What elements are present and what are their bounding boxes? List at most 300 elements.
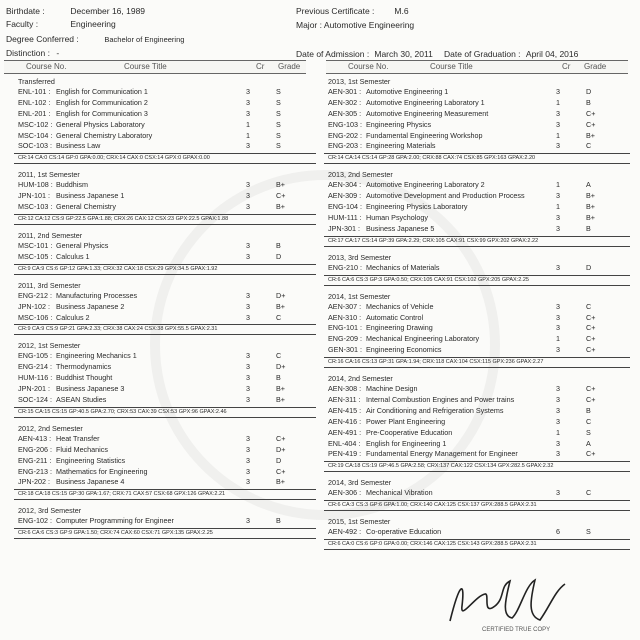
course-grade: B xyxy=(586,97,591,107)
course-number: ENG-206 : xyxy=(18,444,52,454)
course-credits: 3 xyxy=(556,191,560,201)
course-grade: C xyxy=(586,488,592,498)
course-number: AEN-301 : xyxy=(328,87,362,96)
course-title: General Chemistry Laboratory xyxy=(56,130,153,140)
course-grade: C+ xyxy=(586,312,596,322)
course-title: Fluid Mechanics xyxy=(56,444,108,454)
course-credits: 3 xyxy=(246,202,250,212)
course-row xyxy=(14,362,316,373)
course-title: General Physics Laboratory xyxy=(56,119,145,129)
course-number: AEN-491 : xyxy=(328,427,362,437)
course-grade: S xyxy=(586,527,591,537)
course-row xyxy=(14,180,316,191)
graduation-label: Date of Graduation : xyxy=(444,49,521,59)
previous-certificate-label: Previous Certificate : xyxy=(296,6,375,16)
course-title: Business Japanese 1 xyxy=(56,191,125,201)
course-credits: 3 xyxy=(246,455,250,465)
distinction-value: - xyxy=(56,48,60,58)
course-number: GEN-301 : xyxy=(328,345,362,355)
course-number: MSC-101 : xyxy=(18,241,53,251)
right-course-column xyxy=(324,77,630,556)
course-title: Business Japanese 2 xyxy=(56,301,125,311)
course-title: Power Plant Engineering xyxy=(366,416,446,426)
course-credits: 3 xyxy=(246,395,250,405)
course-grade: B+ xyxy=(276,202,285,212)
course-credits: 3 xyxy=(246,373,250,383)
course-row xyxy=(324,131,630,142)
course-row xyxy=(14,516,316,527)
course-row xyxy=(324,406,630,417)
course-credits: 3 xyxy=(246,241,250,251)
course-title: Business Law xyxy=(56,141,101,151)
left-course-column xyxy=(14,77,316,545)
course-grade: S xyxy=(276,130,281,140)
course-credits: 3 xyxy=(556,108,560,118)
course-row xyxy=(14,202,316,213)
course-title: Automotive Engineering Laboratory 1 xyxy=(366,97,485,107)
course-title: Calculus 1 xyxy=(56,251,90,261)
course-title: Engineering Statistics xyxy=(56,455,126,465)
semester-section xyxy=(14,231,316,275)
course-row xyxy=(14,395,316,406)
birthdate-field xyxy=(6,6,145,16)
birthdate-value: December 16, 1989 xyxy=(70,6,146,16)
course-row xyxy=(324,224,630,235)
course-row xyxy=(324,109,630,120)
course-number: AEN-308 : xyxy=(328,384,362,394)
course-title: English for Communication 3 xyxy=(56,108,148,118)
course-row xyxy=(324,345,630,356)
course-credits: 3 xyxy=(556,213,560,223)
course-row xyxy=(324,191,630,202)
course-number: SOC-124 : xyxy=(18,395,52,405)
course-credits: 3 xyxy=(246,290,250,300)
course-credits: 3 xyxy=(556,323,560,333)
course-grade: C+ xyxy=(586,384,596,394)
semester-title: 2013, 3rd Semester xyxy=(328,252,392,262)
major-label: Major : xyxy=(296,20,322,30)
course-row xyxy=(324,202,630,213)
course-credits: 3 xyxy=(556,416,560,426)
course-title: Business Japanese 4 xyxy=(56,477,125,487)
course-title: General Chemistry xyxy=(56,202,116,212)
course-credits: 3 xyxy=(246,362,250,372)
course-title: Automotive Development and Production Process xyxy=(366,191,525,201)
semester-section xyxy=(14,281,316,336)
course-number: JPN-201 : xyxy=(18,384,50,394)
course-credits: 3 xyxy=(556,223,560,233)
course-title: Mathematics for Engineering xyxy=(56,466,148,476)
course-number: ENG-202 : xyxy=(328,130,362,140)
course-row xyxy=(14,131,316,142)
semester-section xyxy=(324,292,630,368)
course-title: Automotive Engineering Laboratory 2 xyxy=(366,180,485,190)
course-title: Engineering Economics xyxy=(366,345,442,355)
course-number: HUM-111 : xyxy=(328,213,362,223)
course-row xyxy=(14,291,316,302)
course-number: ENL-201 : xyxy=(18,108,51,118)
course-title: Buddhism xyxy=(56,180,88,190)
course-credits: 3 xyxy=(246,444,250,454)
semester-title: 2015, 1st Semester xyxy=(328,517,391,527)
semester-summary: CR:9 CA:9 CS:6 GP:12 GPA:1.33; CRX:32 CAX:18 CSX:29 GPX:34.5 GPAX:1.92 xyxy=(14,264,316,275)
course-credits: 3 xyxy=(556,262,560,272)
course-number: PEN-419 : xyxy=(328,449,362,459)
course-row xyxy=(324,213,630,224)
course-row xyxy=(324,263,630,274)
semester-summary: CR:17 CA:17 CS:14 GP:39 GPA:2.29; CRX:105 CAX:91 CSX:99 GPX:202 GPAX:2.22 xyxy=(324,236,630,247)
course-credits: 1 xyxy=(556,97,560,107)
semester-title: 2012, 1st Semester xyxy=(18,341,81,351)
course-row xyxy=(324,384,630,395)
course-title: Fundamental Energy Management for Engineer xyxy=(366,449,518,459)
degree-value: Bachelor of Engineering xyxy=(104,35,185,44)
course-number: ENG-209 : xyxy=(328,334,362,344)
course-number: JPN-101 : xyxy=(18,191,50,201)
semester-summary: CR:6 CA:6 CS:3 GP:9 GPA:1.50; CRX:74 CAX:60 CSX:71 GPX:135 GPAX:2.25 xyxy=(14,528,316,539)
course-row xyxy=(324,527,630,538)
course-number: MSC-106 : xyxy=(18,312,53,322)
course-row xyxy=(14,467,316,478)
col-course-no: Course No. xyxy=(348,62,389,71)
semester-section xyxy=(14,341,316,417)
course-title: Pre-Cooperative Education xyxy=(366,427,453,437)
faculty-value: Engineering xyxy=(70,19,116,29)
course-title: Calculus 2 xyxy=(56,312,90,322)
col-cr: Cr xyxy=(256,62,265,71)
course-credits: 3 xyxy=(556,301,560,311)
course-number: AEN-304 : xyxy=(328,180,362,190)
semester-summary: CR:6 CA:3 CS:3 GP:6 GPA:1.00; CRX:140 CAX:125 CSX:137 GPX:288.5 GPAX:2.31 xyxy=(324,500,630,511)
course-number: HUM-116 : xyxy=(18,373,53,383)
course-grade: B+ xyxy=(586,213,595,223)
previous-certificate-value: M.6 xyxy=(394,6,409,16)
semester-summary: CR:18 CA:18 CS:15 GP:30 GPA:1.67; CRX:71 CAX:57 CSX:68 GPX:126 GPAX:2.21 xyxy=(14,489,316,500)
course-number: ENL-102 : xyxy=(18,97,51,107)
course-grade: C xyxy=(586,301,592,311)
course-credits: 3 xyxy=(556,119,560,129)
course-grade: C+ xyxy=(586,119,596,129)
course-row xyxy=(14,302,316,313)
semester-title: 2011, 2nd Semester xyxy=(18,231,83,241)
degree-field xyxy=(6,34,184,44)
course-credits: 3 xyxy=(246,433,250,443)
course-title: English for Engineering 1 xyxy=(366,438,447,448)
course-credits: 3 xyxy=(556,449,560,459)
course-row xyxy=(324,449,630,460)
course-number: ENG-203 : xyxy=(328,141,362,151)
course-number: AEN-415 : xyxy=(328,405,362,415)
semester-title: 2014, 2nd Semester xyxy=(328,374,393,384)
course-credits: 3 xyxy=(246,87,250,96)
semester-title: 2012, 2nd Semester xyxy=(18,423,83,433)
course-title: Automotive Engineering Measurement xyxy=(366,108,489,118)
course-row xyxy=(324,313,630,324)
course-title: Automatic Control xyxy=(366,312,424,322)
semester-summary: CR:15 CA:15 CS:15 GP:40.5 GPA:2.70; CRX:53 CAX:39 CSX:53 GPX:96 GPAX:2.46 xyxy=(14,407,316,418)
semester-section xyxy=(14,424,316,500)
course-row xyxy=(324,488,630,499)
course-row xyxy=(324,428,630,439)
course-credits: 3 xyxy=(556,395,560,405)
course-row xyxy=(14,373,316,384)
course-row xyxy=(324,334,630,345)
course-grade: B xyxy=(276,516,281,526)
birthdate-label: Birthdate : xyxy=(6,6,45,16)
faculty-field xyxy=(6,19,116,29)
course-number: ENG-212 : xyxy=(18,290,52,300)
course-number: ENL-404 : xyxy=(328,438,361,448)
course-row xyxy=(14,477,316,488)
course-number: ENG-101 : xyxy=(328,323,362,333)
graduation-value: April 04, 2016 xyxy=(525,49,579,59)
left-column-header xyxy=(4,60,306,74)
course-number: ENG-210 : xyxy=(328,262,362,272)
course-row xyxy=(14,98,316,109)
course-row xyxy=(324,87,630,98)
course-credits: 1 xyxy=(246,119,250,129)
admission-label: Date of Admission : xyxy=(296,49,370,59)
course-grade: D+ xyxy=(276,444,286,454)
course-credits: 3 xyxy=(556,438,560,448)
course-row xyxy=(14,351,316,362)
distinction-field xyxy=(6,48,59,58)
course-grade: C+ xyxy=(276,191,286,201)
course-row xyxy=(324,120,630,131)
course-grade: C+ xyxy=(276,433,286,443)
course-number: AEN-307 : xyxy=(328,301,362,311)
course-row xyxy=(324,417,630,428)
course-title: Business Japanese 3 xyxy=(56,384,125,394)
course-row xyxy=(324,395,630,406)
course-number: ENG-103 : xyxy=(328,119,362,129)
course-title: Machine Design xyxy=(366,384,418,394)
course-number: JPN-202 : xyxy=(18,477,50,487)
course-credits: 3 xyxy=(556,488,560,498)
major-value: Automotive Engineering xyxy=(323,20,415,30)
course-number: JPN-301 : xyxy=(328,223,360,233)
course-credits: 3 xyxy=(246,516,250,526)
course-grade: C+ xyxy=(586,108,596,118)
course-grade: C+ xyxy=(586,395,596,405)
course-row xyxy=(14,434,316,445)
course-title: Engineering Physics xyxy=(366,119,432,129)
course-credits: 3 xyxy=(246,301,250,311)
course-credits: 3 xyxy=(246,191,250,201)
course-credits: 1 xyxy=(556,334,560,344)
course-row xyxy=(324,180,630,191)
course-grade: C+ xyxy=(586,323,596,333)
course-grade: D xyxy=(276,251,282,261)
course-number: ENG-105 : xyxy=(18,351,52,361)
course-grade: B+ xyxy=(586,202,595,212)
course-credits: 3 xyxy=(246,384,250,394)
course-grade: D+ xyxy=(276,290,286,300)
course-credits: 3 xyxy=(556,405,560,415)
course-row xyxy=(14,241,316,252)
course-number: AEN-310 : xyxy=(328,312,362,322)
course-credits: 1 xyxy=(246,130,250,140)
course-row xyxy=(14,87,316,98)
course-title: Computer Programming for Engineer xyxy=(56,516,174,526)
col-course-no: Course No. xyxy=(26,62,67,71)
semester-title: 2014, 1st Semester xyxy=(328,291,391,301)
course-number: JPN-102 : xyxy=(18,301,50,311)
course-title: Automotive Engineering 1 xyxy=(366,87,449,96)
course-row xyxy=(324,439,630,450)
course-title: Human Psychology xyxy=(366,213,428,223)
course-row xyxy=(14,384,316,395)
course-grade: B+ xyxy=(276,477,285,487)
course-grade: C+ xyxy=(586,334,596,344)
course-credits: 6 xyxy=(556,527,560,537)
course-grade: S xyxy=(276,87,281,96)
course-number: AEN-416 : xyxy=(328,416,362,426)
semester-section xyxy=(324,253,630,286)
course-credits: 1 xyxy=(556,202,560,212)
course-credits: 3 xyxy=(556,141,560,151)
course-title: Mechanics of Vehicle xyxy=(366,301,434,311)
graduation-field xyxy=(444,49,578,59)
semester-title: 2014, 3rd Semester xyxy=(328,478,392,488)
course-grade: D xyxy=(276,455,282,465)
course-credits: 3 xyxy=(556,384,560,394)
course-credits: 3 xyxy=(246,351,250,361)
course-grade: S xyxy=(276,97,281,107)
course-row xyxy=(324,141,630,152)
course-grade: C xyxy=(276,312,282,322)
course-title: Engineering Physics Laboratory xyxy=(366,202,468,212)
course-credits: 3 xyxy=(246,251,250,261)
course-title: ASEAN Studies xyxy=(56,395,107,405)
course-grade: B+ xyxy=(276,395,285,405)
course-row xyxy=(14,141,316,152)
right-column-header xyxy=(326,60,628,74)
major-field xyxy=(296,20,414,30)
semester-title: Transferred xyxy=(18,77,55,86)
course-grade: S xyxy=(276,119,281,129)
course-number: AEN-309 : xyxy=(328,191,362,201)
course-number: HUM-108 : xyxy=(18,180,53,190)
course-title: Buddhist Thought xyxy=(56,373,113,383)
semester-summary: CR:9 CA:9 CS:9 GP:21 GPA:2.33; CRX:38 CAX:24 CSX:38 GPX:55.5 GPAX:2.31 xyxy=(14,324,316,335)
course-title: English for Communication 2 xyxy=(56,97,148,107)
course-grade: B+ xyxy=(586,191,595,201)
col-cr: Cr xyxy=(562,62,571,71)
course-credits: 3 xyxy=(246,477,250,487)
course-credits: 3 xyxy=(246,180,250,190)
course-title: Mechanical Vibration xyxy=(366,488,433,498)
course-title: English for Communication 1 xyxy=(56,87,148,96)
course-number: ENG-104 : xyxy=(328,202,362,212)
admission-field xyxy=(296,49,433,59)
col-course-title: Course Title xyxy=(124,62,167,71)
semester-section xyxy=(14,170,316,225)
signature-graphic xyxy=(440,576,580,626)
course-title: Business Japanese 5 xyxy=(366,223,435,233)
course-grade: B+ xyxy=(276,301,285,311)
semester-summary: CR:14 CA:0 CS:14 GP:0 GPA:0.00; CRX:14 CAX:0 CSX:14 GPX:0 GPAX:0.00 xyxy=(14,153,316,164)
certified-true-copy-stamp: CERTIFIED TRUE COPY xyxy=(482,627,551,633)
course-row xyxy=(14,191,316,202)
col-grade: Grade xyxy=(584,62,607,71)
course-grade: C xyxy=(586,141,592,151)
semester-section xyxy=(324,374,630,472)
course-number: ENG-213 : xyxy=(18,466,52,476)
course-grade: C+ xyxy=(586,449,596,459)
course-row xyxy=(324,302,630,313)
semester-summary: CR:6 CA:0 CS:6 GP:0 GPA:0.00; CRX:146 CAX:125 CSX:143 GPX:288.5 GPAX:2.31 xyxy=(324,539,630,550)
course-title: Engineering Drawing xyxy=(366,323,433,333)
course-row xyxy=(14,252,316,263)
course-credits: 3 xyxy=(246,97,250,107)
course-credits: 3 xyxy=(246,108,250,118)
faculty-label: Faculty : xyxy=(6,19,39,29)
course-row xyxy=(14,109,316,120)
course-title: Fundamental Engineering Workshop xyxy=(366,130,483,140)
course-credits: 3 xyxy=(556,312,560,322)
course-grade: S xyxy=(276,141,281,151)
course-title: Air Conditioning and Refrigeration Systems xyxy=(366,405,504,415)
course-grade: A xyxy=(586,180,591,190)
semester-title: 2013, 2nd Semester xyxy=(328,170,393,180)
course-grade: B xyxy=(586,223,591,233)
course-title: Heat Transfer xyxy=(56,433,100,443)
semester-section xyxy=(14,506,316,539)
course-title: Mechanical Engineering Laboratory xyxy=(366,334,480,344)
course-title: General Physics xyxy=(56,241,109,251)
course-title: Engineering Mechanics 1 xyxy=(56,351,137,361)
course-grade: B xyxy=(276,373,281,383)
course-credits: 1 xyxy=(556,427,560,437)
course-grade: C+ xyxy=(586,345,596,355)
semester-summary: CR:12 CA:12 CS:9 GP:22.5 GPA:1.88; CRX:26 CAX:12 CSX:23 GPX:22.5 GPAX:1.88 xyxy=(14,214,316,225)
semester-section xyxy=(324,77,630,164)
semester-summary: CR:16 CA:16 CS:13 GP:31 GPA:1.94; CRX:118 CAX:104 CSX:115 GPX:236 GPAX:2.27 xyxy=(324,357,630,368)
semester-summary: CR:6 CA:6 CS:3 GP:3 GPA:0.50; CRX:105 CAX:91 CSX:102 GPX:205 GPAX:2.25 xyxy=(324,275,630,286)
course-title: Mechanics of Materials xyxy=(366,262,440,272)
degree-label: Degree Conferred : xyxy=(6,34,79,44)
course-title: Manufacturing Processes xyxy=(56,290,138,300)
course-number: ENG-214 : xyxy=(18,362,52,372)
course-number: AEN-302 : xyxy=(328,97,362,107)
course-grade: B xyxy=(276,241,281,251)
course-credits: 1 xyxy=(556,180,560,190)
col-course-title: Course Title xyxy=(430,62,473,71)
course-row xyxy=(14,456,316,467)
course-row xyxy=(324,98,630,109)
course-title: Internal Combustion Engines and Power trains xyxy=(366,395,515,405)
distinction-label: Distinction : xyxy=(6,48,50,58)
course-grade: A xyxy=(586,438,591,448)
course-grade: C xyxy=(586,416,592,426)
course-credits: 1 xyxy=(556,130,560,140)
course-grade: D xyxy=(586,262,592,272)
course-row xyxy=(14,120,316,131)
course-title: Thermodynamics xyxy=(56,362,112,372)
semester-section xyxy=(324,170,630,246)
course-number: MSC-105 : xyxy=(18,251,53,261)
semester-summary: CR:14 CA:14 CS:14 GP:28 GPA:2.00; CRX:88 CAX:74 CSX:85 GPX:163 GPAX:2.20 xyxy=(324,153,630,164)
course-number: MSC-103 : xyxy=(18,202,53,212)
col-grade: Grade xyxy=(278,62,301,71)
course-grade: C+ xyxy=(276,466,286,476)
course-number: ENG-102 : xyxy=(18,516,52,526)
course-grade: D+ xyxy=(276,362,286,372)
course-credits: 3 xyxy=(246,466,250,476)
semester-title: 2011, 3rd Semester xyxy=(18,280,81,290)
course-grade: S xyxy=(586,427,591,437)
